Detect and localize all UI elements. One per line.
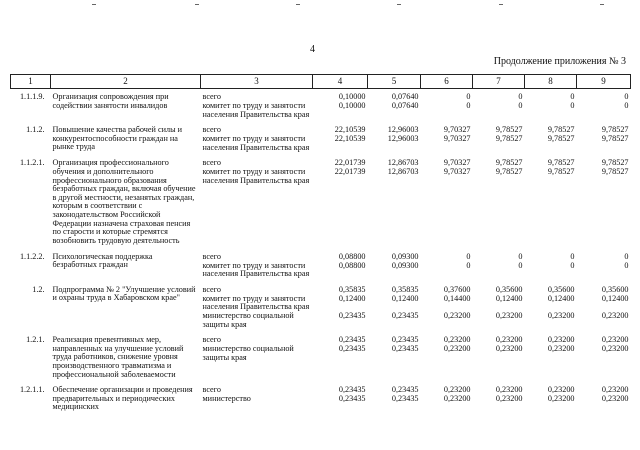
value: 0,35835 <box>338 284 366 294</box>
value-cell <box>421 249 473 282</box>
value: 0 <box>466 101 471 110</box>
value: 0,23200 <box>443 394 471 404</box>
value: 0,23435 <box>338 344 366 354</box>
value: 12,86703 <box>387 158 419 168</box>
value: 0 <box>518 251 523 261</box>
executor-cell <box>201 332 313 382</box>
value: 0 <box>570 101 575 110</box>
value: 9,78527 <box>547 125 575 135</box>
top-scan-marks <box>0 4 640 8</box>
page-number: 4 <box>310 44 315 55</box>
value-cell <box>525 332 577 382</box>
value: 0,23200 <box>547 335 575 345</box>
executor-label: всего <box>202 385 221 395</box>
value-cell <box>525 382 577 415</box>
appendix-table <box>10 74 631 415</box>
value: 0,23435 <box>391 394 419 404</box>
value: 9,78527 <box>547 167 575 177</box>
value: 9,78527 <box>601 134 629 144</box>
row-code: 1.1.2. <box>26 125 45 135</box>
value-cell <box>368 89 421 123</box>
value: 0,12400 <box>391 293 419 303</box>
row-name: Организация профессионального обучения и дополнительного профессионального образования безработных граждан, включая обучение в другой местности, незанятых граждан, которым в соответствии с законодательством Российской Федерации назначена страховая пенсия по старости и которые стремятся возобновить трудовую деятельность <box>52 158 196 245</box>
value: 0,23200 <box>495 310 523 320</box>
value: 0,23435 <box>338 394 366 404</box>
executor-label: комитет по труду и занятости населения Правительства края <box>202 167 310 186</box>
value: 0 <box>518 260 523 270</box>
row-code: 1.2.1. <box>26 335 45 345</box>
value: 0,12400 <box>601 293 629 303</box>
executor-cell <box>201 122 313 155</box>
value: 0,23200 <box>495 385 523 395</box>
value-cell <box>313 155 368 248</box>
value: 0,35600 <box>601 284 629 294</box>
value: 0,23200 <box>443 310 471 320</box>
value-cell <box>577 282 631 332</box>
table-row <box>11 282 631 332</box>
value-cell <box>577 155 631 248</box>
value: 0 <box>570 251 575 261</box>
value-cell <box>473 122 525 155</box>
value: 9,78527 <box>601 125 629 135</box>
executor-label: министерство социальной защиты края <box>202 344 294 362</box>
value-cell <box>313 249 368 282</box>
executor-label: всего <box>202 284 221 294</box>
value-cell <box>313 282 368 332</box>
value: 0 <box>570 92 575 101</box>
value: 9,78527 <box>495 167 523 177</box>
value: 0,23435 <box>391 385 419 395</box>
executor-cell <box>201 282 313 332</box>
value: 12,96003 <box>387 134 419 144</box>
value: 9,70327 <box>443 134 471 144</box>
value-cell <box>313 332 368 382</box>
row-code: 1.2.1.1. <box>19 385 45 395</box>
value: 0,23435 <box>391 344 419 354</box>
value: 22,10539 <box>334 134 366 144</box>
value: 0,12400 <box>495 293 523 303</box>
header-cell: 7 <box>473 75 525 89</box>
value: 0 <box>624 101 629 110</box>
executor-label: комитет по труду и занятости населения Правительства края <box>202 293 310 312</box>
value-cell <box>473 155 525 248</box>
value-cell <box>368 249 421 282</box>
value: 9,78527 <box>547 134 575 144</box>
value: 9,78527 <box>547 158 575 168</box>
header-row <box>11 75 631 89</box>
value: 0,14400 <box>443 293 471 303</box>
value-cell <box>577 382 631 415</box>
header-cell: 5 <box>368 75 421 89</box>
executor-label: министерство социальной защиты края <box>202 310 294 329</box>
value: 22,10539 <box>334 125 366 135</box>
executor-label: всего <box>202 335 221 345</box>
value: 9,70327 <box>443 167 471 177</box>
value: 0,07640 <box>391 92 419 101</box>
value: 0,23200 <box>601 394 629 404</box>
value: 0,23435 <box>338 385 366 395</box>
value: 0,23200 <box>495 394 523 404</box>
value-cell <box>313 122 368 155</box>
executor-label: комитет по труду и занятости населения Правительства края <box>202 134 310 152</box>
value: 0,35835 <box>391 284 419 294</box>
value: 22,01739 <box>334 158 366 168</box>
value: 0,23200 <box>443 344 471 354</box>
value-cell <box>577 89 631 123</box>
value: 0,23200 <box>601 385 629 395</box>
row-name: Подпрограмма № 2 "Улучшение условий и охраны труда в Хабаровском крае" <box>52 284 196 303</box>
value-cell <box>368 155 421 248</box>
value: 0,10000 <box>338 101 366 110</box>
value: 0,37600 <box>443 284 471 294</box>
executor-label: всего <box>202 251 221 261</box>
value: 0,23200 <box>443 385 471 395</box>
table-row <box>11 332 631 382</box>
value: 9,78527 <box>601 167 629 177</box>
value: 0,23200 <box>547 344 575 354</box>
value: 0 <box>570 260 575 270</box>
value: 0 <box>518 101 523 110</box>
value: 0,23200 <box>495 335 523 345</box>
value: 9,70327 <box>443 125 471 135</box>
header-cell: 4 <box>313 75 368 89</box>
value-cell <box>473 282 525 332</box>
value-cell <box>421 332 473 382</box>
executor-label: министерство <box>202 394 251 404</box>
value-cell <box>525 249 577 282</box>
value-cell <box>368 332 421 382</box>
value: 0,08800 <box>338 251 366 261</box>
value: 0 <box>466 92 471 101</box>
value: 0,23200 <box>601 310 629 320</box>
value: 0,23200 <box>547 385 575 395</box>
value: 9,78527 <box>495 134 523 144</box>
value: 0,23435 <box>391 310 419 320</box>
value-cell <box>421 155 473 248</box>
value: 0,23435 <box>391 335 419 345</box>
value-cell <box>577 249 631 282</box>
executor-cell <box>201 89 313 123</box>
value-cell <box>577 122 631 155</box>
row-code: 1.1.2.2. <box>19 251 45 261</box>
row-name: Обеспечение организации и проведения предварительных и периодических медицинских <box>52 385 193 412</box>
row-code: 1.2. <box>32 284 45 294</box>
row-name: Психологическая поддержка безработных граждан <box>52 251 153 270</box>
value: 12,96003 <box>387 125 419 135</box>
executor-label: комитет по труду и занятости населения Правительства края <box>202 260 310 279</box>
value-cell <box>525 282 577 332</box>
value: 0,35600 <box>547 284 575 294</box>
value: 0 <box>518 92 523 101</box>
row-name: Реализация превентивных мер, направленных на улучшение условий труда работников, снижение уровня производственного травматизма и профессиональной заболеваемости <box>52 335 184 379</box>
table-row <box>11 249 631 282</box>
header-cell: 3 <box>201 75 313 89</box>
value-cell <box>473 89 525 123</box>
value-cell <box>473 249 525 282</box>
value-cell <box>421 282 473 332</box>
row-name: Организация сопровождения при содействии занятости инвалидов <box>52 92 169 110</box>
value-cell <box>525 155 577 248</box>
value: 22,01739 <box>334 167 366 177</box>
value: 0 <box>466 260 471 270</box>
row-code: 1.1.2.1. <box>19 158 45 168</box>
value-cell <box>421 122 473 155</box>
row-name: Повышение качества рабочей силы и конкурентоспособности граждан на рынке труда <box>52 125 183 152</box>
value-cell <box>577 332 631 382</box>
executor-label: комитет по труду и занятости населения Правительства края <box>202 101 310 119</box>
value: 0,23200 <box>443 335 471 345</box>
value: 0 <box>624 92 629 101</box>
table-row <box>11 382 631 415</box>
executor-cell <box>201 249 313 282</box>
value: 0,09300 <box>391 260 419 270</box>
value-cell <box>473 382 525 415</box>
table-row <box>11 122 631 155</box>
value: 0,35600 <box>495 284 523 294</box>
value: 0,23200 <box>495 344 523 354</box>
value-cell <box>525 122 577 155</box>
value: 0 <box>624 251 629 261</box>
header-cell: 8 <box>525 75 577 89</box>
value-cell <box>421 382 473 415</box>
value: 0,09300 <box>391 251 419 261</box>
executor-label: всего <box>202 158 221 168</box>
value-cell <box>313 89 368 123</box>
value: 0,12400 <box>547 293 575 303</box>
value-cell <box>368 382 421 415</box>
value: 0,23435 <box>338 310 366 320</box>
row-code: 1.1.1.9. <box>19 92 45 101</box>
executor-cell <box>201 382 313 415</box>
header-cell: 9 <box>577 75 631 89</box>
continuation-title: Продолжение приложения № 3 <box>493 56 626 67</box>
header-cell: 2 <box>51 75 201 89</box>
executor-label: всего <box>202 92 221 101</box>
table-row <box>11 89 631 123</box>
executor-cell <box>201 155 313 248</box>
table-row <box>11 155 631 248</box>
value: 12,86703 <box>387 167 419 177</box>
value: 9,78527 <box>495 125 523 135</box>
value: 0,07640 <box>391 101 419 110</box>
value-cell <box>525 89 577 123</box>
value-cell <box>368 122 421 155</box>
value: 0,12400 <box>338 293 366 303</box>
executor-label: всего <box>202 125 221 135</box>
value-cell <box>473 332 525 382</box>
value-cell <box>421 89 473 123</box>
value: 0,23435 <box>338 335 366 345</box>
value: 9,78527 <box>601 158 629 168</box>
value: 0,08800 <box>338 260 366 270</box>
value: 0,23200 <box>601 344 629 354</box>
header-cell: 1 <box>11 75 51 89</box>
value: 0,23200 <box>547 394 575 404</box>
value: 0,10000 <box>338 92 366 101</box>
value: 0,23200 <box>547 310 575 320</box>
value: 9,70327 <box>443 158 471 168</box>
value: 0 <box>466 251 471 261</box>
value-cell <box>368 282 421 332</box>
value: 9,78527 <box>495 158 523 168</box>
value: 0 <box>624 260 629 270</box>
value: 0,23200 <box>601 335 629 345</box>
value-cell <box>313 382 368 415</box>
header-cell: 6 <box>421 75 473 89</box>
